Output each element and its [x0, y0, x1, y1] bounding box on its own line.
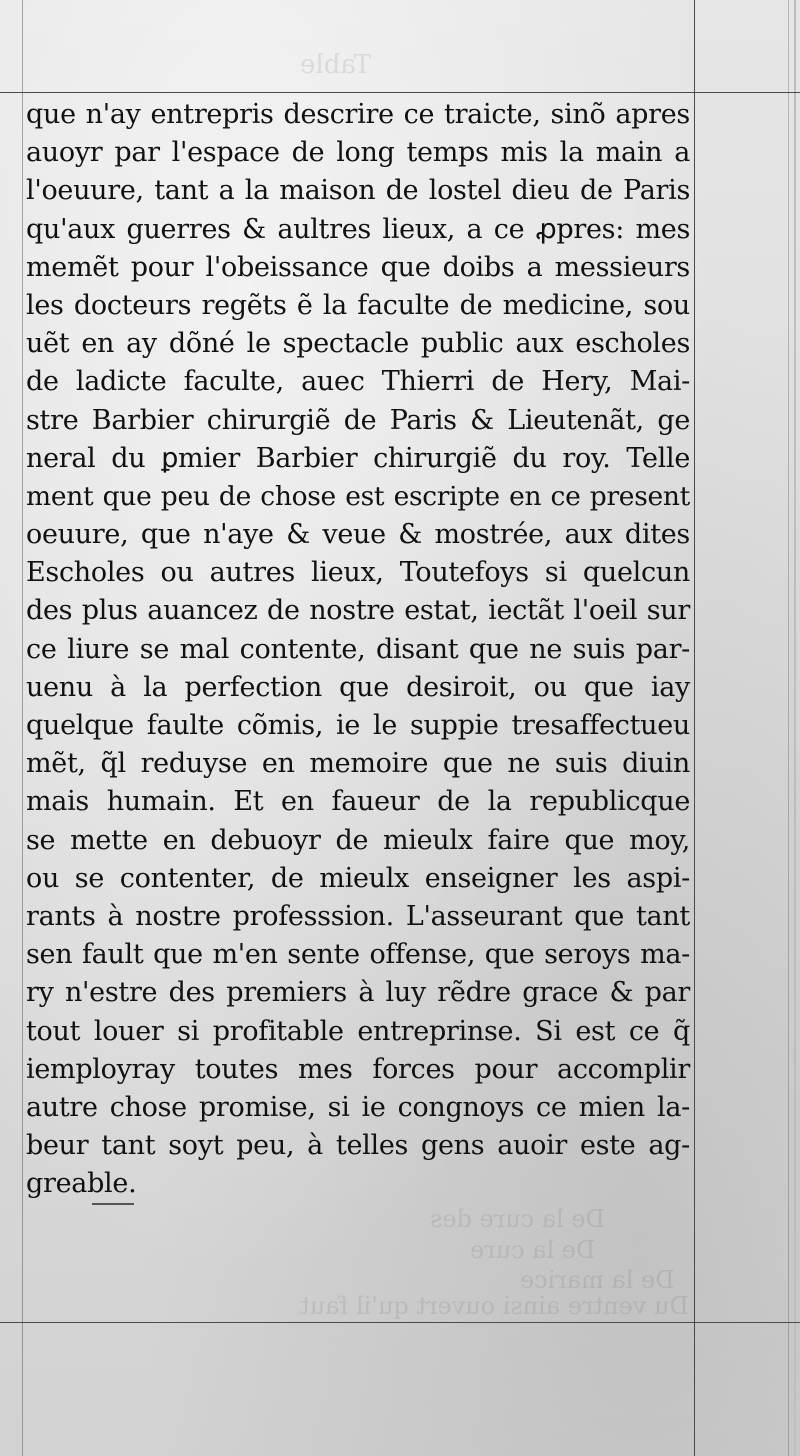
bleed-through-text: Table	[300, 50, 372, 80]
text-line: se mette en debuoyr de mieulx faire que moy,	[26, 824, 690, 856]
text-line: sen fault que m'en sente offense, que seroys ma-	[26, 939, 690, 971]
text-line: tout louer si profitable entreprinse. Si est ce q̃	[26, 1015, 690, 1047]
text-line: beur tant soyt peu, à telles gens auoir este ag-	[26, 1130, 690, 1162]
text-line: autre chose promise, si ie congnoys ce mien la-	[26, 1091, 690, 1123]
bleed-through-text: Du ventre ainsi ouvert qu'il faut	[300, 1292, 689, 1320]
text-line: ment que peu de chose est escripte en ce present	[26, 480, 690, 512]
text-line: quelque faulte cõmis, ie le suppie tresaffectueu	[26, 710, 690, 741]
text-line: rants à nostre professsion. L'asseurant que tant	[26, 900, 690, 932]
text-line: les docteurs regẽts ẽ la faculte de medicine, sou	[26, 289, 690, 321]
text-line: des plus auancez de nostre estat, iectãt l'oeil sur	[26, 595, 690, 627]
text-line: ou se contenter, de mieulx enseigner les aspi-	[26, 862, 690, 894]
text-line: l'oeuure, tant a la maison de lostel dieu de Paris	[26, 175, 690, 207]
text-line: auoyr par l'espace de long temps mis la main a	[26, 137, 690, 169]
left-margin-rule	[22, 0, 23, 1456]
text-line: neral du ꝑmier Barbier chirurgiẽ du roy. Telle	[26, 442, 690, 474]
text-line: que n'ay entrepris descrire ce traicte, sinõ apres	[26, 99, 690, 130]
text-line: greable.	[26, 1168, 137, 1200]
text-line: de ladicte faculte, auec Thierri de Hery, Mai-	[26, 366, 690, 398]
text-line: ry n'estre des premiers à luy rẽdre grace & par	[26, 977, 690, 1009]
text-line: uẽt en ay dõné le spectacle public aux escholes	[26, 328, 690, 360]
page-edge-shadow	[794, 0, 796, 1456]
text-line: ce liure se mal contente, disant que ne suis par-	[26, 633, 690, 665]
bleed-through-text: De la cure des	[430, 1205, 605, 1233]
bleed-through-text: De la cure	[470, 1236, 596, 1264]
text-line: Escholes ou autres lieux, Toutefoys si quelcun	[26, 557, 690, 589]
text-line: oeuure, que n'aye & veue & mostrée, aux dites	[26, 519, 690, 551]
outer-edge-rule	[788, 0, 789, 1456]
text-line: memẽt pour l'obeissance que doibs a messieurs	[26, 251, 690, 283]
top-rule	[0, 92, 800, 93]
text-line: qu'aux guerres & aultres lieux, a ce ꝓpres: mes	[26, 213, 690, 245]
bottom-rule	[0, 1322, 800, 1323]
text-line: stre Barbier chirurgiẽ de Paris & Lieutenãt, ge	[26, 404, 690, 436]
text-line: mais humain. Et en faueur de la republicque	[26, 786, 690, 818]
body-text	[26, 96, 690, 1203]
text-line: mẽt, q̃l reduyse en memoire que ne suis diuin	[26, 748, 690, 780]
text-line: uenu à la perfection que desiroit, ou que iay	[26, 671, 690, 703]
text-line: iemployray toutes mes forces pour accomplir	[26, 1053, 690, 1085]
bleed-through-text: De la marice	[520, 1266, 675, 1294]
right-margin-rule	[694, 0, 695, 1456]
end-dash	[92, 1203, 134, 1205]
